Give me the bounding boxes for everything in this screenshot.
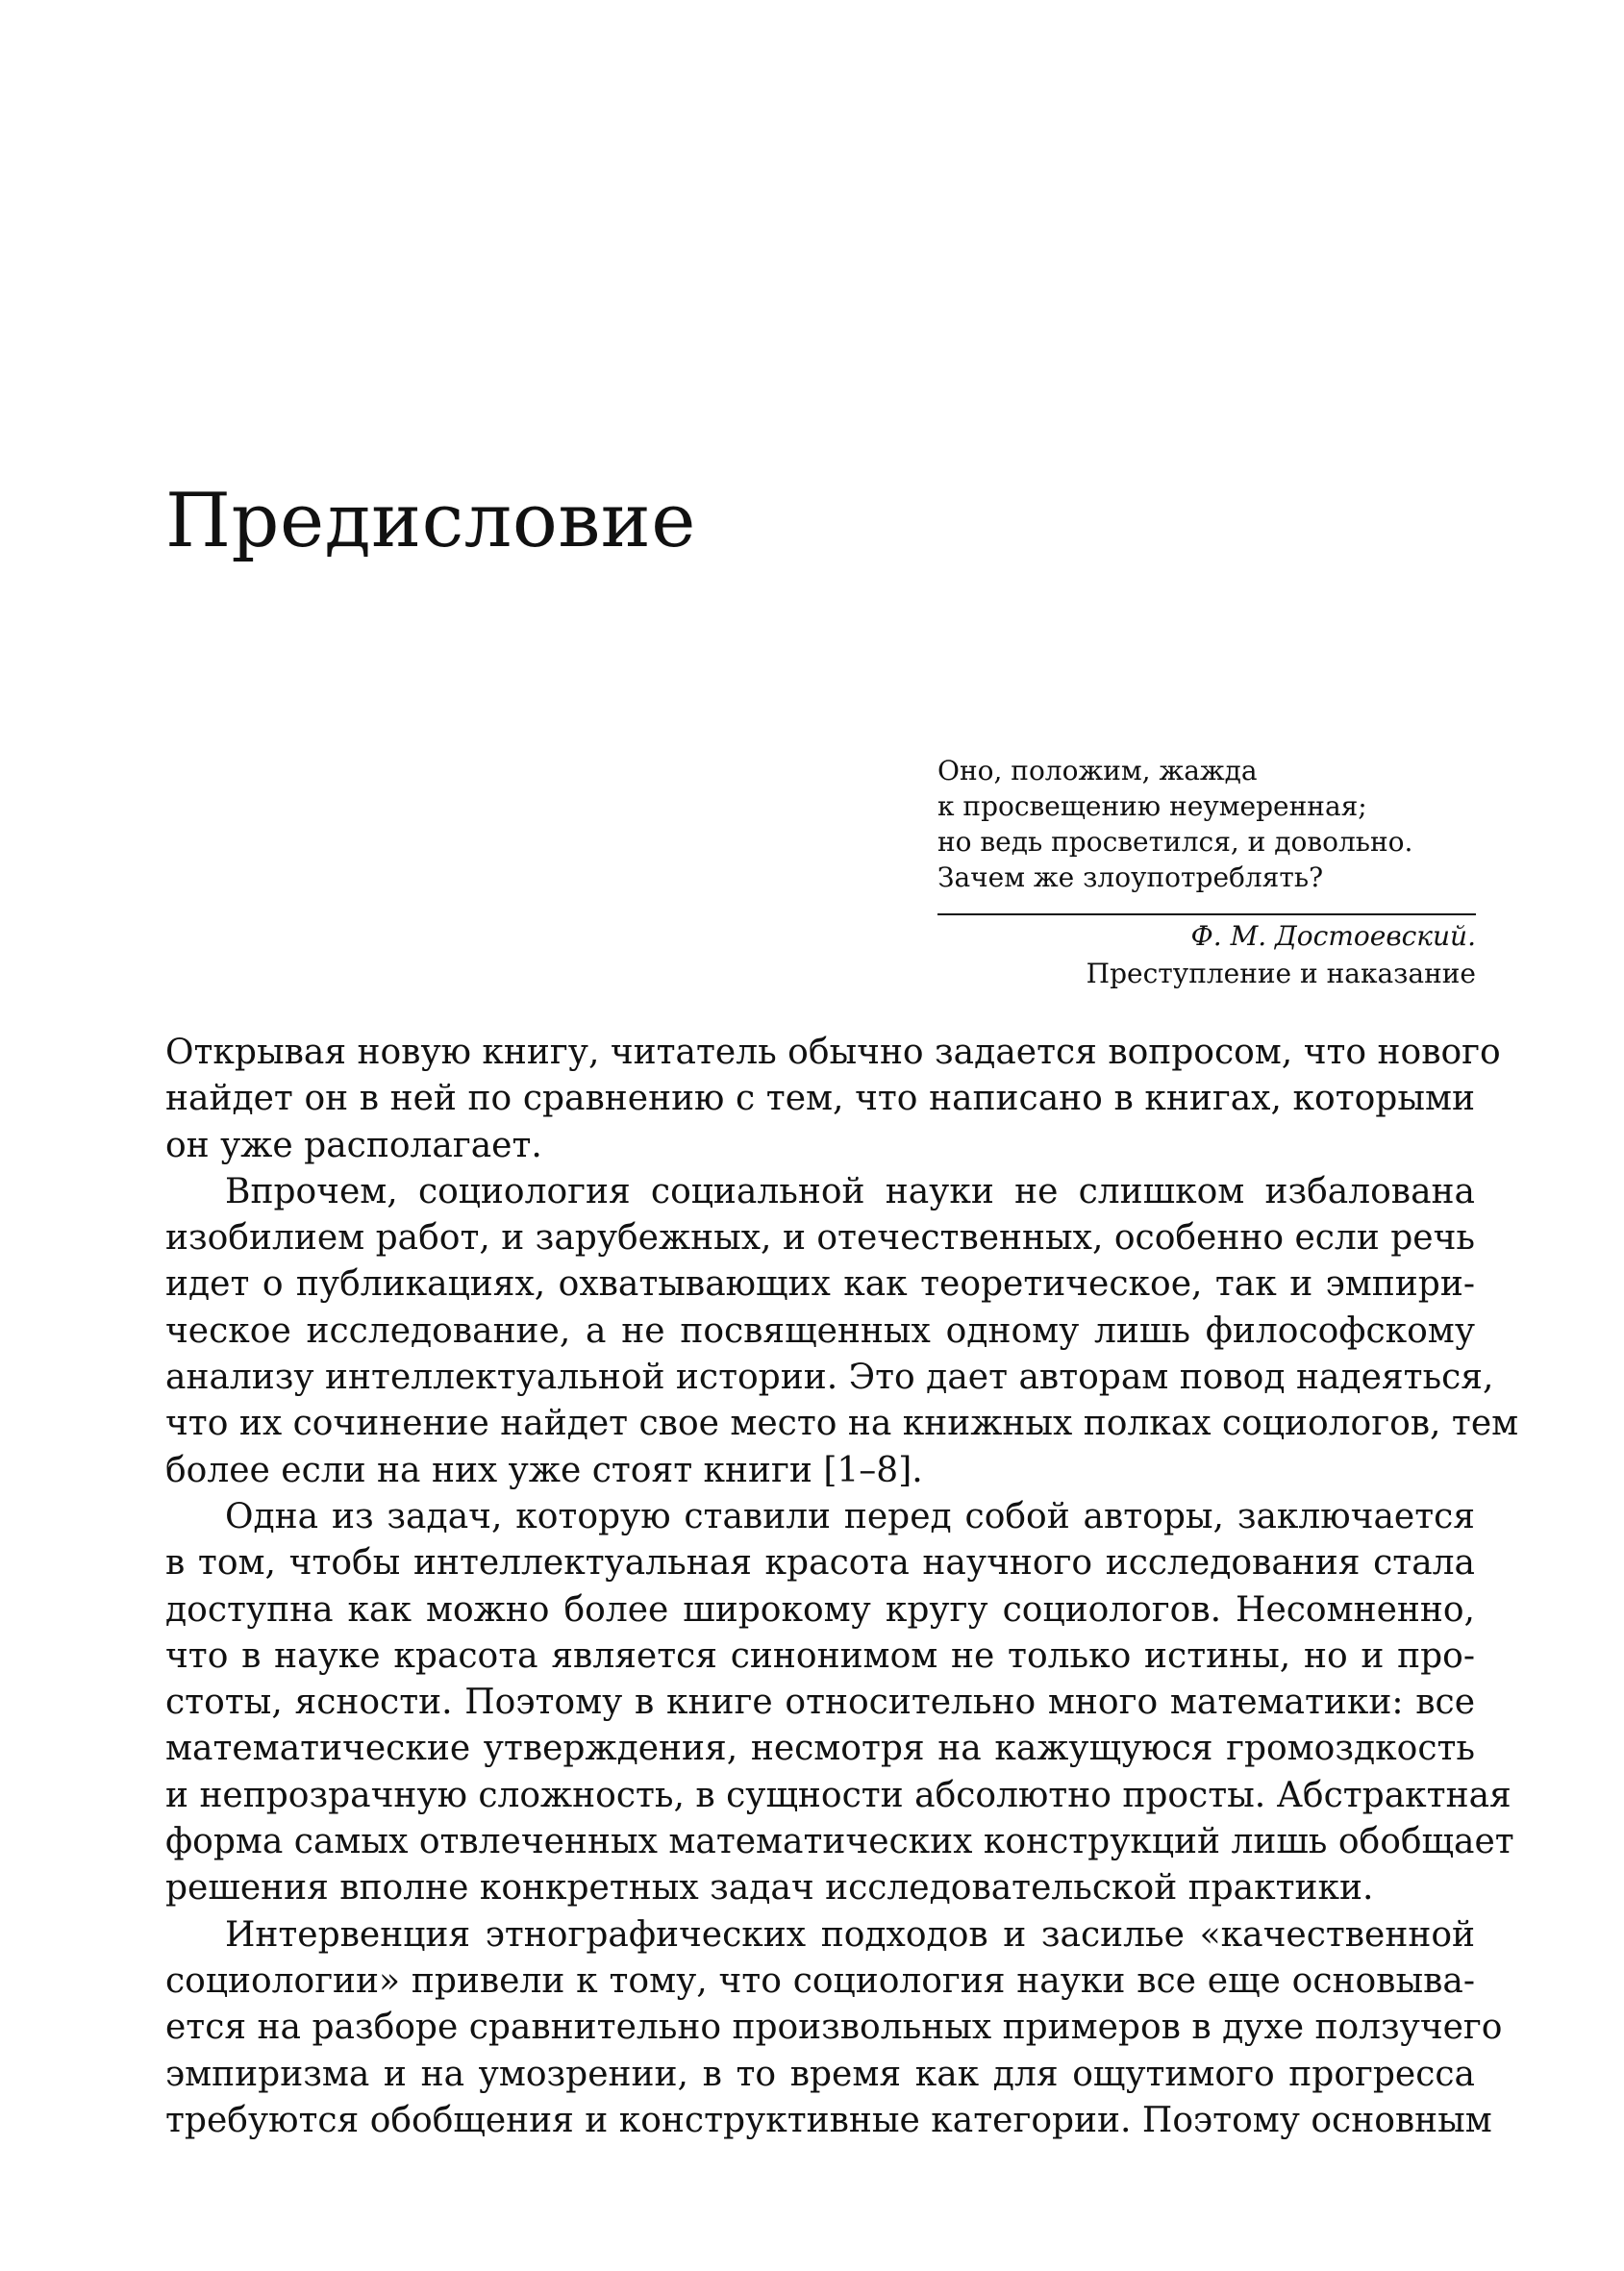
epigraph [937,753,1476,992]
text-line: доступна как можно более широкому кругу социологов. Несомненно, [165,1589,1475,1630]
text-line: что их сочинение найдет свое место на книжных полках социологов, тем [165,1404,1519,1444]
paragraph [165,1169,1519,1494]
epigraph-author: Ф. М. Достоевский. [1190,920,1476,952]
paragraph [165,1912,1503,2144]
text-line: найдет он в ней по сравнению с тем, что написано в книгах, которыми [165,1079,1475,1119]
text-line: форма самых отвлеченных математических конструкций лишь обобщает [165,1822,1514,1862]
text-line: ческое исследование, а не посвященных одному лишь философскому [165,1310,1475,1351]
epigraph-line: к просвещению неумеренная; [937,790,1367,822]
text-line: что в науке красота является синонимом не только истины, но и про- [165,1635,1475,1676]
body-text [165,1030,1519,2144]
paragraph [165,1494,1514,1912]
epigraph-divider [937,913,1476,915]
text-line: решения вполне конкретных задач исследовательской практики. [165,1868,1374,1909]
text-line: Впрочем, социология социальной науки не слишком избалована [225,1171,1475,1211]
text-line: ется на разборе сравнительно произвольных примеров в духе ползучего [165,2008,1503,2048]
epigraph-line: Оно, положим, жажда [937,755,1258,786]
text-line: более если на них уже стоят книги [1–8]. [165,1450,923,1490]
text-line: математические утверждения, несмотря на кажущуюся громоздкость [165,1729,1475,1769]
epigraph-work-title: Преступление и наказание [1086,958,1476,989]
text-line: стоты, ясности. Поэтому в книге относительно много математики: все [165,1683,1475,1723]
text-line: в том, чтобы интеллектуальная красота научного исследования стала [165,1543,1475,1584]
epigraph-line: Зачем же злоупотреблять? [937,861,1324,893]
text-line: Интервенция этнографических подходов и засилье «качественной [225,1914,1475,1955]
paragraph [165,1030,1501,1169]
text-line: социологии» привели к тому, что социология науки все еще основыва- [165,1960,1475,2001]
text-line: анализу интеллектуальной истории. Это дает авторам повод надеяться, [165,1358,1494,1398]
text-line: требуются обобщения и конструктивные категории. Поэтому основным [165,2100,1492,2140]
text-line: изобилием работ, и зарубежных, и отечественных, особенно если речь [165,1218,1475,1259]
page-title: Предисловие [165,478,696,564]
text-line: и непрозрачную сложность, в сущности абсолютно просты. Абстрактная [165,1775,1512,1815]
text-line: идет о публикациях, охватывающих как теоретическое, так и эмпири- [165,1264,1475,1305]
text-line: Открывая новую книгу, читатель обычно задается вопросом, что нового [165,1033,1501,1072]
text-line: эмпиризма и на умозрении, в то время как для ощутимого прогресса [165,2054,1475,2094]
text-line: Одна из задач, которую ставили перед собой авторы, заключается [225,1496,1475,1536]
epigraph-line: но ведь просветился, и довольно. [937,826,1413,858]
text-line: он уже располагает. [165,1125,542,1165]
